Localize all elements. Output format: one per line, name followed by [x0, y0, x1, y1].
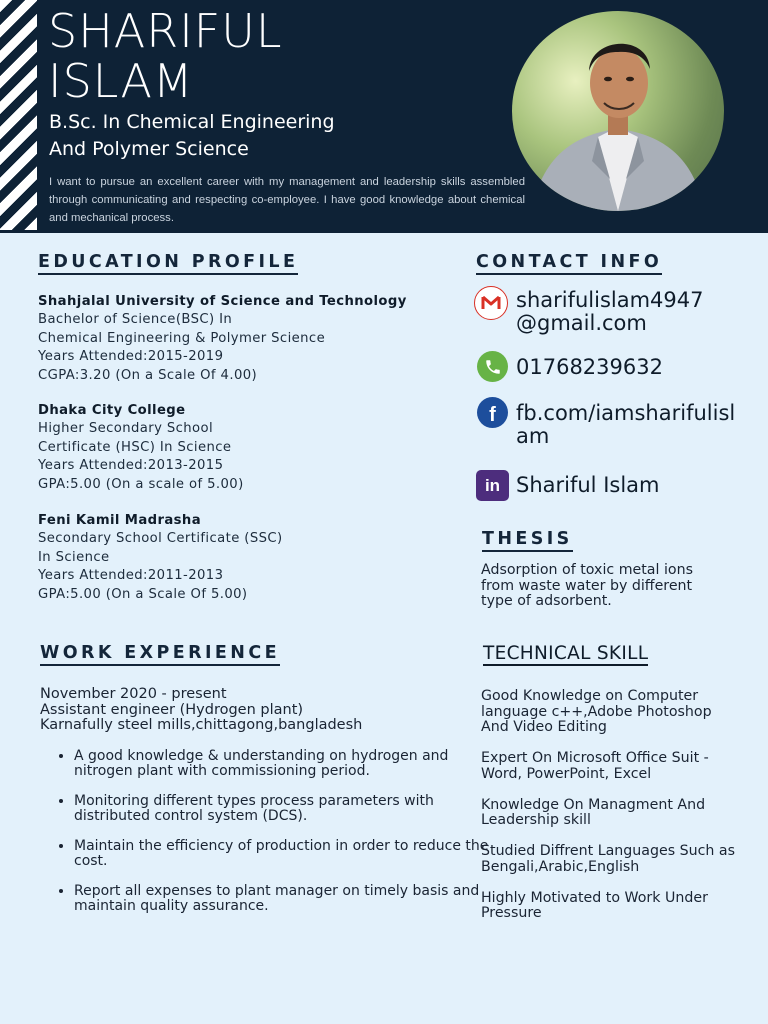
thesis-section-title: THESIS: [482, 529, 573, 549]
candidate-name: [48, 6, 283, 106]
education-entry-university: [38, 293, 407, 385]
responsibility-item: • Maintain the efficiency of production in order to reduce the cost.: [74, 839, 499, 869]
education-detail: CGPA:3.20 (On a Scale Of 4.00): [38, 367, 258, 383]
education-section-title: EDUCATION PROFILE: [38, 252, 299, 272]
education-entry-college: [38, 402, 244, 494]
technical-skill-list: [481, 689, 743, 937]
portrait-illustration: [512, 11, 724, 211]
responsibility-item: • A good knowledge & understanding on hydrogen and nitrogen plant with commissioning period.: [74, 749, 499, 779]
email-line-2: @gmail.com: [516, 311, 647, 335]
education-detail: Bachelor of Science(BSC) In: [38, 312, 233, 328]
work-period: November 2020 - present: [40, 686, 227, 702]
phone-number: 01768239632: [516, 355, 663, 379]
thesis-text: Adsorption of toxic metal ions from waste water by different type of adsorbent.: [481, 562, 693, 609]
technical-skill-title: TECHNICAL SKILL: [483, 643, 649, 664]
institution-name: Feni Kamil Madrasha: [38, 513, 202, 528]
degree-line-2: And Polymer Science: [49, 138, 249, 160]
institution-name: Dhaka City College: [38, 403, 186, 418]
decorative-stripes: [0, 0, 37, 230]
linkedin-icon: [476, 470, 509, 501]
work-company: Karnafully steel mills,chittagong,bangladesh: [40, 717, 363, 733]
education-detail: Chemical Engineering & Polymer Science: [38, 330, 326, 346]
skill-item: Expert On Microsoft Office Suit - Word, PowerPoint, Excel: [481, 750, 709, 782]
facebook-line-2: am: [516, 424, 550, 448]
name-line-1: SHARIFUL: [48, 4, 283, 58]
email-line-1: sharifulislam4947: [516, 288, 704, 312]
contact-section-title: CONTACT INFO: [476, 252, 663, 272]
education-detail: Secondary School Certificate (SSC): [38, 531, 283, 547]
education-detail: Years Attended:2013-2015: [38, 458, 224, 474]
linkedin-name: Shariful Islam: [516, 473, 660, 497]
institution-name: Shahjalal University of Science and Technology: [38, 294, 407, 309]
work-role: Assistant engineer (Hydrogen plant): [40, 701, 304, 718]
skill-item: Knowledge On Managment And Leadership skill: [481, 796, 706, 828]
skill-item: Good Knowledge on Computer language c++,Adobe Photoshop And Video Editing: [481, 688, 712, 735]
skill-item: Studied Diffrent Languages Such as Bengali,Arabic,English: [481, 843, 736, 875]
education-detail: Higher Secondary School: [38, 421, 214, 437]
facebook-icon: f: [477, 397, 508, 428]
education-entry-madrasha: [38, 512, 283, 604]
career-objective: I want to pursue an excellent career with my management and leadership skills assembled through communicating and respecting co-employee. I have good knowledge about chemical and mechanical process.: [49, 176, 525, 224]
profile-photo: [512, 11, 724, 211]
education-detail: In Science: [38, 549, 110, 565]
gmail-icon: [474, 286, 508, 320]
degree-line-1: B.Sc. In Chemical Engineering: [49, 111, 335, 133]
name-line-2: ISLAM: [48, 54, 194, 108]
linkedin-glyph: in: [484, 475, 501, 495]
work-responsibilities: [40, 749, 499, 929]
degree-title: [49, 109, 335, 163]
education-detail: GPA:5.00 (On a Scale Of 5.00): [38, 586, 248, 602]
work-section-title: WORK EXPERIENCE: [40, 643, 280, 663]
education-detail: GPA:5.00 (On a scale of 5.00): [38, 476, 244, 492]
responsibility-item: • Monitoring different types process parameters with distributed control system (DCS).: [74, 794, 499, 824]
work-header: [40, 687, 362, 734]
phone-icon: [477, 351, 508, 382]
responsibility-item: • Report all expenses to plant manager on timely basis and maintain quality assurance.: [74, 884, 499, 914]
education-detail: Years Attended:2011-2013: [38, 568, 224, 584]
skill-item: Highly Motivated to Work Under Pressure: [481, 889, 708, 921]
facebook-line-1: fb.com/iamsharifulisl: [516, 401, 736, 425]
education-detail: Certificate (HSC) In Science: [38, 439, 232, 455]
education-detail: Years Attended:2015-2019: [38, 349, 224, 365]
